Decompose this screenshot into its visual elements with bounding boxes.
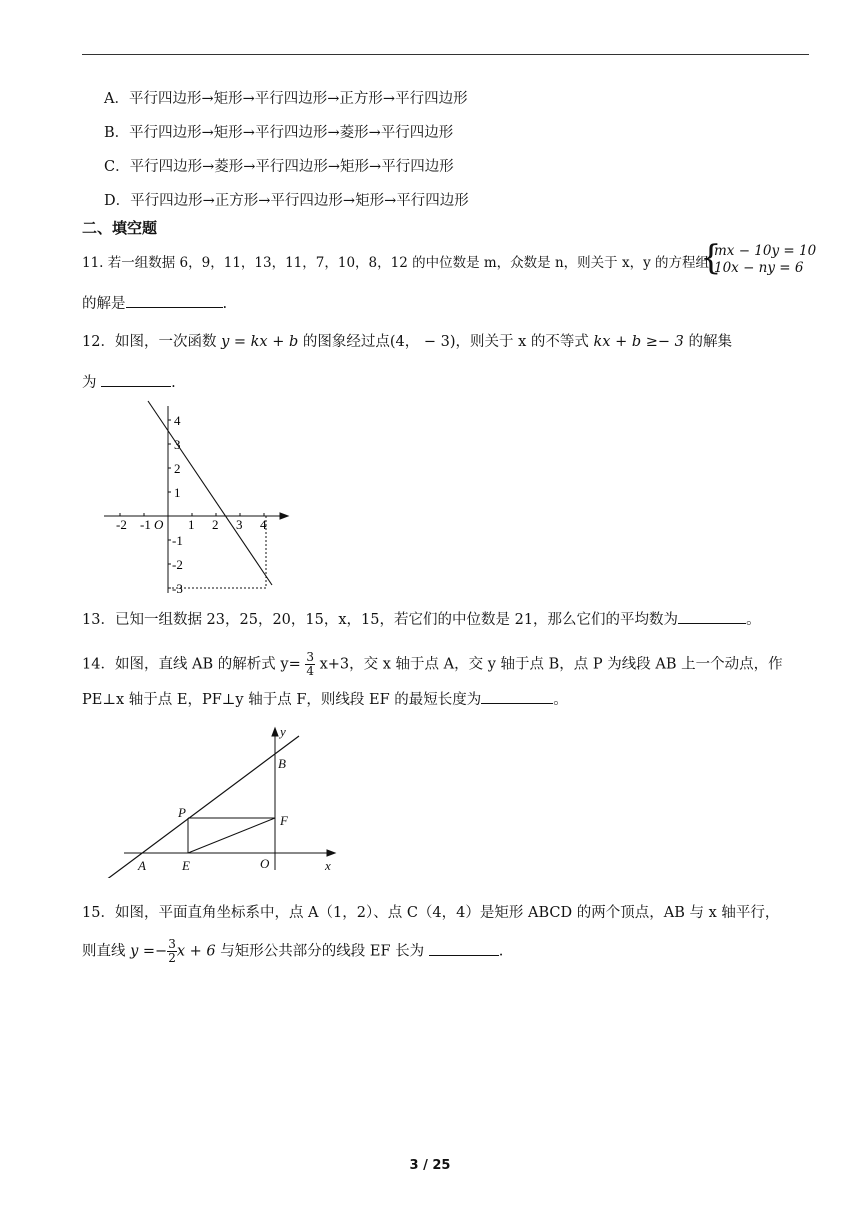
label-o: O: [260, 856, 270, 871]
q14-num: 3: [306, 650, 314, 664]
q12-ineq: kx + b ≥− 3: [593, 334, 684, 350]
function-line: [148, 401, 272, 585]
label-y: y: [280, 724, 286, 739]
q12-post: 的解集: [688, 334, 732, 350]
x-tick-label: -2: [116, 517, 127, 532]
y-tick-label: 1: [174, 485, 181, 500]
label-p: P: [178, 805, 186, 820]
q11-equation-system: [700, 238, 817, 278]
q15-func-post: x + 6: [176, 943, 216, 960]
q15-den: 2: [168, 951, 176, 965]
q12-answer-blank[interactable]: [101, 372, 171, 387]
y-tick-label: 4: [174, 413, 181, 428]
q15-line2: [82, 938, 503, 965]
q12-mid: 的图象经过点(4， − 3)，则关于 x 的不等式: [302, 334, 589, 350]
q14-end: 。: [553, 692, 568, 708]
label-e: E: [182, 858, 190, 873]
q15-pre: 则直线: [82, 943, 126, 960]
y-tick-label: 2: [174, 461, 181, 476]
y-tick-label: -3: [172, 581, 183, 596]
label-f: F: [280, 813, 288, 828]
q15-post: 与矩形公共部分的线段 EF 长为: [220, 943, 425, 960]
q15-func-pre: y =−: [130, 943, 168, 960]
q13-answer-blank[interactable]: [678, 609, 746, 624]
y-tick-label: 3: [174, 437, 181, 452]
line-ab: [106, 736, 299, 878]
y-tick-label: -2: [172, 557, 183, 572]
option-b: B．平行四边形→矩形→平行四边形→菱形→平行四边形: [104, 125, 454, 141]
q14-fraction: [305, 651, 315, 678]
q15-answer-blank[interactable]: [429, 941, 499, 956]
q12-end: .: [171, 375, 176, 391]
option-d: D．平行四边形→正方形→平行四边形→矩形→平行四边形: [104, 193, 469, 209]
q13-end: 。: [746, 612, 761, 628]
page-number: 3 / 25: [409, 1158, 451, 1173]
graph-q12: [98, 398, 294, 598]
q15-line1: 15．如图，平面直角坐标系中，点 A（1，2）、点 C（4，4）是矩形 ABCD 的两个顶点，AB 与 x 轴平行，: [82, 905, 780, 921]
segment-ef: [188, 818, 275, 853]
x-tick-label: -1: [140, 517, 151, 532]
q15-num: 3: [168, 937, 176, 951]
q11-text: 11. 若一组数据 6，9，11，13，11，7，10，8，12 的中位数是 m，众数是 n，则关于 x，y 的方程组: [82, 255, 709, 271]
y-axis-arrow-icon: [272, 728, 278, 736]
x-axis-arrow-icon: [280, 513, 288, 519]
option-a: A．平行四边形→矩形→平行四边形→正方形→平行四边形: [104, 91, 468, 107]
x-tick-label: 2: [212, 517, 219, 532]
q11-line2: [82, 293, 227, 314]
q13-text: 13．已知一组数据 23，25，20，15，x，15，若它们的中位数是 21，那么它们的平均数为: [82, 612, 679, 628]
q11-answer-blank[interactable]: [126, 293, 223, 308]
q15-end: .: [498, 943, 504, 960]
q14-den: 4: [306, 664, 314, 678]
q11-eq2: 10x − ny = 6: [714, 260, 804, 276]
option-c: C．平行四边形→菱形→平行四边形→矩形→平行四边形: [104, 159, 454, 175]
q13-line: [82, 609, 761, 630]
x-tick-label: 3: [236, 517, 243, 532]
q14-post: x+3，交 x 轴于点 A，交 y 轴于点 B，点 P 为线段 AB 上一个动点，作: [319, 656, 783, 673]
q12-line1: [82, 332, 732, 352]
q14-line2: [82, 689, 568, 710]
y-tick-label: -1: [172, 533, 183, 548]
q14-answer-blank[interactable]: [481, 689, 553, 704]
label-b: B: [278, 756, 286, 771]
q12-pre: 12．如图，一次函数: [82, 334, 217, 350]
header-rule: [82, 54, 809, 55]
q11-end: .: [222, 296, 228, 312]
q12-line2: [82, 372, 176, 393]
q14-line2-text: PE⊥x 轴于点 E，PF⊥y 轴于点 F，则线段 EF 的最短长度为: [82, 692, 482, 708]
q12-line2-text: 为: [82, 375, 97, 391]
q12-func: y = kx + b: [221, 334, 299, 350]
section-title: 二、填空题: [82, 219, 158, 237]
q14-pre: 14．如图，直线 AB 的解析式 y=: [82, 656, 301, 673]
q11-line2-text: 的解是: [82, 296, 126, 312]
x-axis-arrow-icon: [327, 850, 335, 856]
x-tick-label: 4: [260, 517, 267, 532]
q15-fraction: [167, 938, 177, 965]
q11-eq1: mx − 10y = 10: [714, 243, 817, 259]
q14-line1: [82, 651, 783, 678]
label-a: A: [138, 858, 146, 873]
x-tick-label: O: [154, 517, 164, 532]
brace-icon: {: [700, 238, 722, 278]
label-x: x: [325, 858, 331, 873]
x-tick-label: 1: [188, 517, 195, 532]
graph-q14: [98, 720, 348, 878]
